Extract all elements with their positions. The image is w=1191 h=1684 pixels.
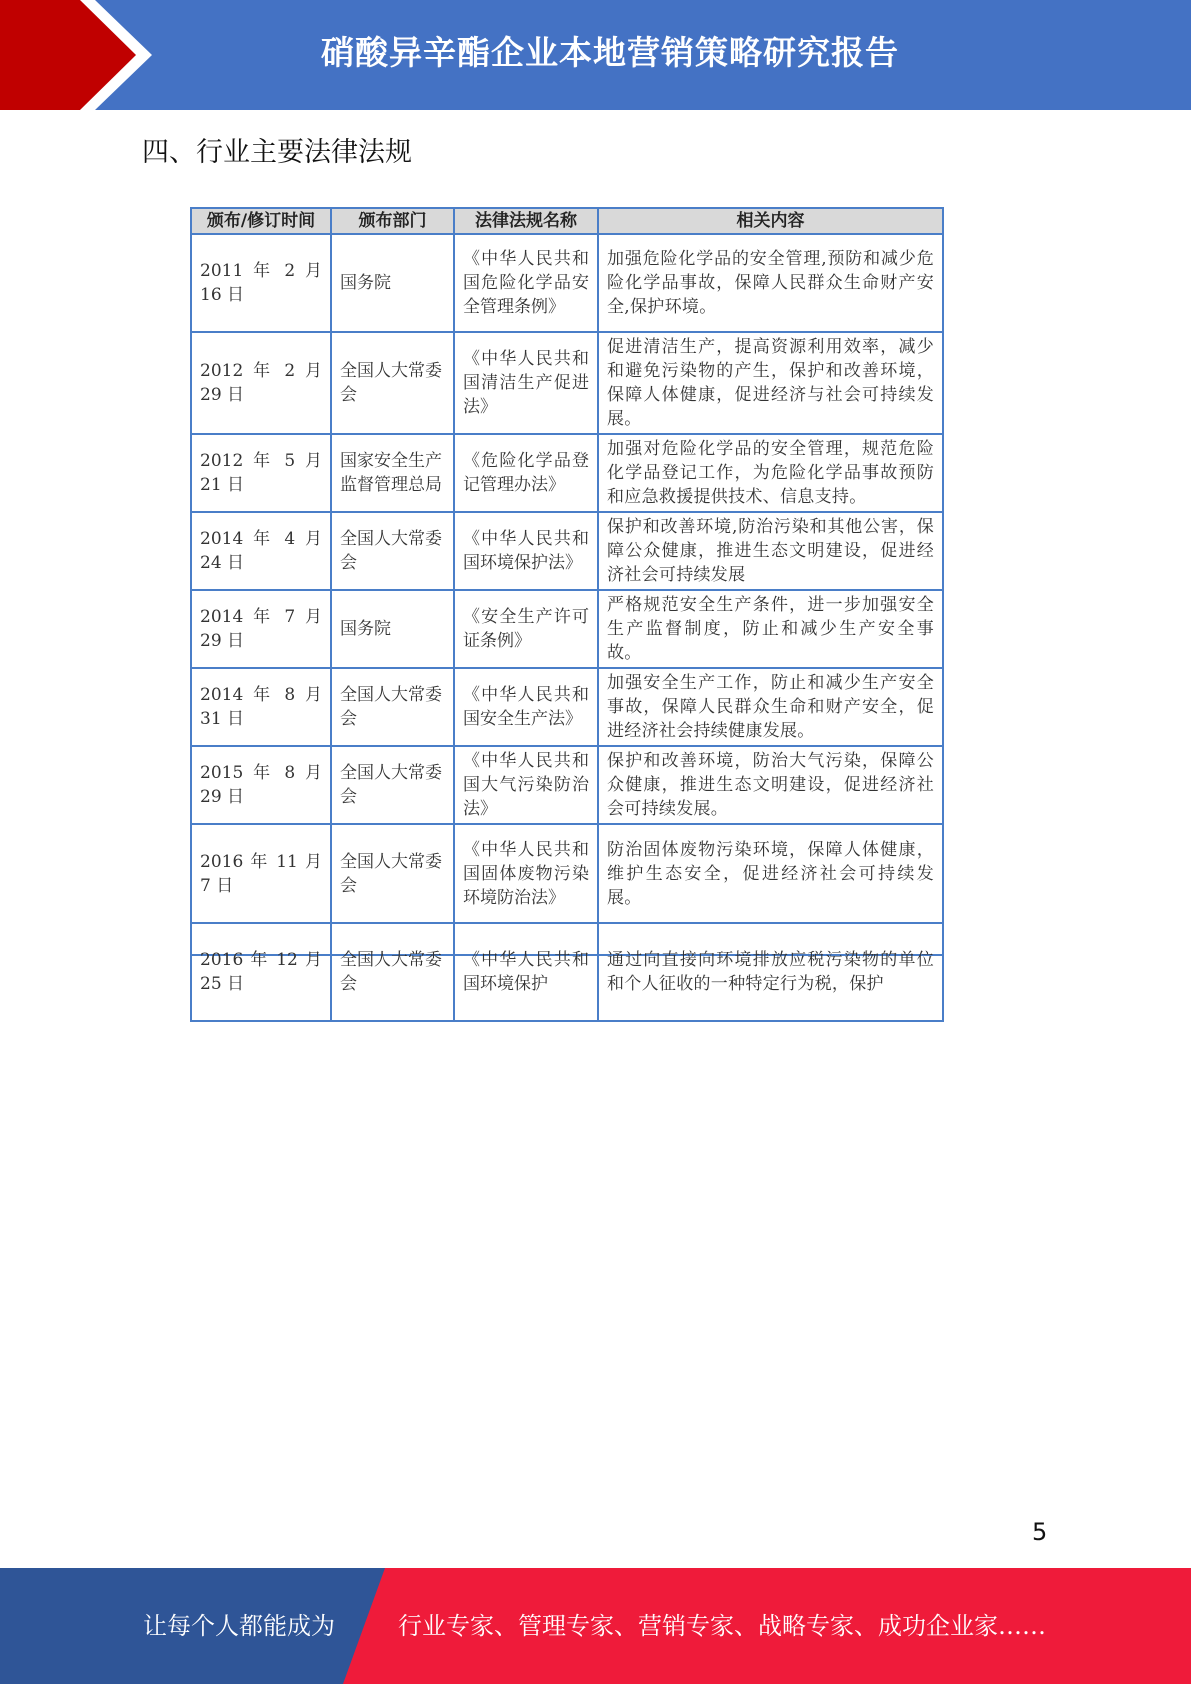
cell-law-name: 《中华人民共和国危险化学品安全管理条例》 [454, 234, 598, 332]
laws-table-container [190, 207, 942, 994]
column-header-content: 相关内容 [598, 208, 943, 234]
cell-law-name: 《中华人民共和国固体废物污染环境防治法》 [454, 824, 598, 923]
table-row [191, 668, 943, 746]
column-header-law-name: 法律法规名称 [454, 208, 598, 234]
column-header-department: 颁布部门 [331, 208, 454, 234]
cell-date: 2014 年 4 月 24 日 [191, 512, 331, 590]
cell-date: 2011 年 2 月 16 日 [191, 234, 331, 332]
table-row [191, 234, 943, 332]
header-chevron-arrow [0, 0, 136, 110]
column-header-date: 颁布/修订时间 [191, 208, 331, 234]
table-row [191, 332, 943, 434]
cell-department: 全国人大常委会 [331, 824, 454, 923]
cell-content: 通过向直接向环境排放应税污染物的单位和个人征收的一种特定行为税，保护 [598, 923, 943, 1021]
cell-department: 全国人大常委会 [331, 332, 454, 434]
page-number: 5 [1032, 1518, 1048, 1546]
table-row [191, 824, 943, 923]
cell-date: 2016 年 11 月 7 日 [191, 824, 331, 923]
laws-table [190, 207, 944, 1022]
section-heading: 四、行业主要法律法规 [142, 137, 412, 168]
cell-date: 2015 年 8 月 29 日 [191, 746, 331, 824]
cell-content: 防治固体废物污染环境，保障人体健康，维护生态安全，促进经济社会可持续发展。 [598, 824, 943, 923]
footer-slogan-left: 让每个人都能成为 [143, 1612, 335, 1640]
cell-date: 2016 年 12 月 25 日 [191, 923, 331, 1021]
cell-law-name: 《中华人民共和国清洁生产促进法》 [454, 332, 598, 434]
cell-department: 全国人大常委会 [331, 923, 454, 1021]
cell-department: 国务院 [331, 234, 454, 332]
page-footer [0, 1568, 1191, 1684]
cell-department: 全国人大常委会 [331, 746, 454, 824]
cell-department: 国家安全生产监督管理总局 [331, 434, 454, 512]
cell-law-name: 《中华人民共和国安全生产法》 [454, 668, 598, 746]
cell-content: 保护和改善环境，防治大气污染，保障公众健康，推进生态文明建设，促进经济社会可持续发展。 [598, 746, 943, 824]
cell-date: 2012 年 5 月 21 日 [191, 434, 331, 512]
table-row [191, 923, 943, 1021]
cell-date: 2012 年 2 月 29 日 [191, 332, 331, 434]
cell-department: 国务院 [331, 590, 454, 668]
cell-date: 2014 年 7 月 29 日 [191, 590, 331, 668]
table-header-row [191, 208, 943, 234]
report-title: 硝酸异辛酯企业本地营销策略研究报告 [321, 33, 899, 72]
cell-department: 全国人大常委会 [331, 512, 454, 590]
footer-slogan-right: 行业专家、管理专家、营销专家、战略专家、成功企业家…… [398, 1612, 1046, 1640]
cell-content: 加强对危险化学品的安全管理，规范危险化学品登记工作，为危险化学品事故预防和应急救援提供技术、信息支持。 [598, 434, 943, 512]
cell-law-name: 《安全生产许可证条例》 [454, 590, 598, 668]
table-row [191, 434, 943, 512]
cell-content: 加强安全生产工作，防止和减少生产安全事故，保障人民群众生命和财产安全，促进经济社会持续健康发展。 [598, 668, 943, 746]
cell-content: 严格规范安全生产条件，进一步加强安全生产监督制度，防止和减少生产安全事故。 [598, 590, 943, 668]
cell-department: 全国人大常委会 [331, 668, 454, 746]
cell-content: 加强危险化学品的安全管理,预防和减少危险化学品事故，保障人民群众生命财产安全,保护环境。 [598, 234, 943, 332]
cell-law-name: 《中华人民共和国环境保护 [454, 923, 598, 1021]
cell-date: 2014 年 8 月 31 日 [191, 668, 331, 746]
table-row [191, 590, 943, 668]
cell-law-name: 《中华人民共和国大气污染防治法》 [454, 746, 598, 824]
cell-content: 保护和改善环境,防治污染和其他公害，保障公众健康，推进生态文明建设，促进经济社会可持续发展 [598, 512, 943, 590]
table-row [191, 746, 943, 824]
cell-law-name: 《中华人民共和国环境保护法》 [454, 512, 598, 590]
cell-law-name: 《危险化学品登记管理办法》 [454, 434, 598, 512]
cell-content: 促进清洁生产，提高资源利用效率，减少和避免污染物的产生，保护和改善环境，保障人体健康，促进经济与社会可持续发展。 [598, 332, 943, 434]
table-row [191, 512, 943, 590]
page-header [0, 0, 1191, 110]
